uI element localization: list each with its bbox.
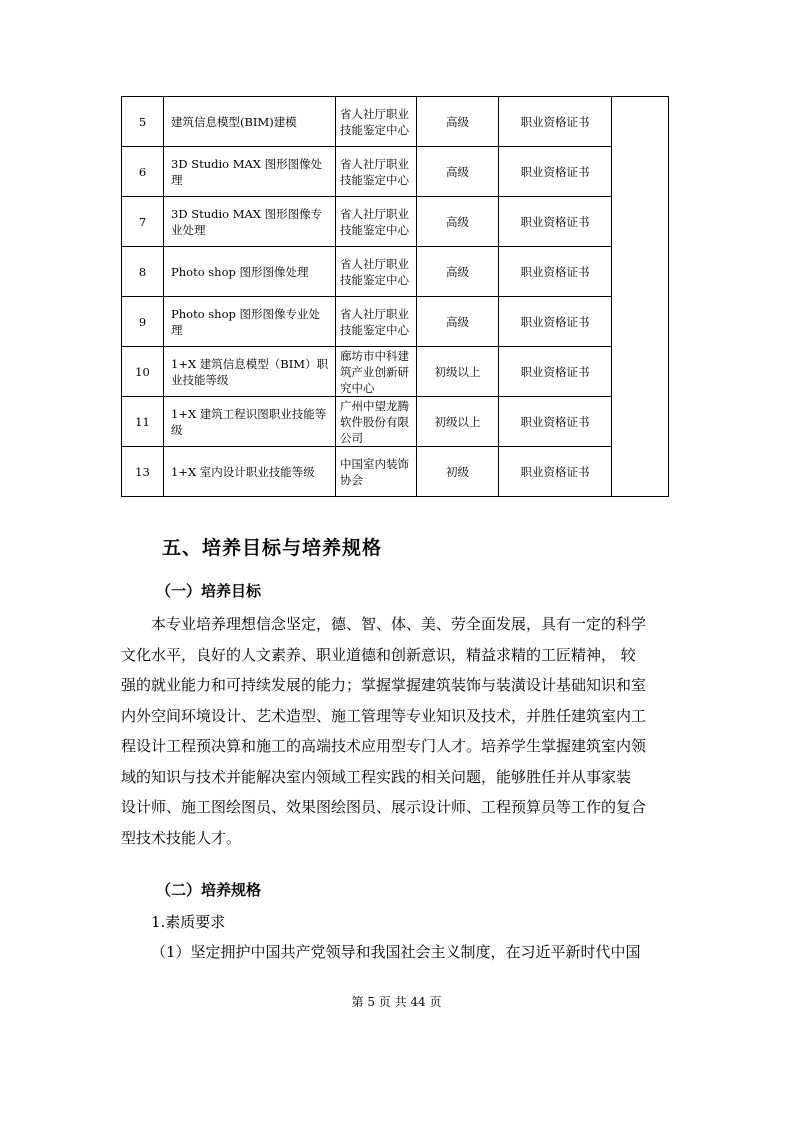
paragraph-line: 本专业培养理想信念坚定，德、智、体、美、劳全面发展，具有一定的科学 [151, 615, 647, 633]
issuing-organization: 中国室内装饰协会 [336, 447, 417, 497]
table-row [122, 447, 669, 497]
issuing-organization: 广州中望龙腾软件股份有限公司 [336, 397, 417, 447]
certificate-level: 高级 [417, 297, 499, 347]
table-row [122, 97, 669, 147]
item-heading: 1.素质要求 [151, 913, 226, 931]
paragraph-line: 强的就业能力和可持续发展的能力；掌握掌握建筑装饰与装潢设计基础知识和室 [121, 676, 647, 694]
certificate-name: 3D Studio MAX 图形图像专业处理 [164, 197, 336, 247]
certificate-type: 职业资格证书 [499, 347, 612, 397]
certificate-level: 初级以上 [417, 347, 499, 397]
certificate-level: 高级 [417, 197, 499, 247]
merged-blank-cell [612, 97, 669, 497]
certificate-type: 职业资格证书 [499, 147, 612, 197]
certificate-name: Photo shop 图形图像专业处理 [164, 297, 336, 347]
item-1-text [151, 937, 681, 968]
certificate-type: 职业资格证书 [499, 447, 612, 497]
certificate-name: 1+X 建筑信息模型（BIM）职业技能等级 [164, 347, 336, 397]
row-number: 13 [122, 447, 164, 497]
table-row [122, 297, 669, 347]
item-line: （1）坚定拥护中国共产党领导和我国社会主义制度，在习近平新时代中国 [151, 943, 641, 961]
certificate-type: 职业资格证书 [499, 247, 612, 297]
row-number: 9 [122, 297, 164, 347]
row-number: 5 [122, 97, 164, 147]
certificate-type: 职业资格证书 [499, 297, 612, 347]
paragraph-line: 设计师、施工图绘图员、效果图绘图员、展示设计师、工程预算员等工作的复合 [121, 798, 647, 816]
certificate-level: 初级以上 [417, 397, 499, 447]
issuing-organization: 廊坊市中科建筑产业创新研究中心 [336, 347, 417, 397]
paragraph-line: 文化水平，良好的人文素养、职业道德和创新意识，精益求精的工匠精神， 较 [121, 645, 636, 664]
certificate-name: 3D Studio MAX 图形图像处理 [164, 147, 336, 197]
certificate-type: 职业资格证书 [499, 197, 612, 247]
certificate-level: 高级 [417, 247, 499, 297]
certificate-table [121, 96, 669, 497]
certificate-name: 1+X 建筑工程识图职业技能等级 [164, 397, 336, 447]
issuing-organization: 省人社厅职业技能鉴定中心 [336, 147, 417, 197]
certificate-type: 职业资格证书 [499, 397, 612, 447]
paragraph-line: 域的知识与技术并能解决室内领域工程实践的相关问题，能够胜任并从事家装 [121, 767, 632, 786]
row-number: 7 [122, 197, 164, 247]
row-number: 6 [122, 147, 164, 197]
certificate-table-body [122, 97, 669, 497]
table-row [122, 147, 669, 197]
paragraph-line: 型技术技能人才。 [121, 828, 242, 847]
certificate-level: 高级 [417, 97, 499, 147]
issuing-organization: 省人社厅职业技能鉴定中心 [336, 247, 417, 297]
goals-paragraph [121, 609, 673, 853]
table-row [122, 397, 669, 447]
paragraph-line: 内外空间环境设计、艺术造型、施工管理等专业知识及技术，并胜任建筑室内工 [121, 706, 647, 725]
row-number: 8 [122, 247, 164, 297]
issuing-organization: 省人社厅职业技能鉴定中心 [336, 97, 417, 147]
certificate-name: 1+X 室内设计职业技能等级 [164, 447, 336, 497]
certificate-name: Photo shop 图形图像处理 [164, 247, 336, 297]
certificate-level: 高级 [417, 147, 499, 197]
table-row [122, 247, 669, 297]
subsection-heading-specs: （二）培养规格 [156, 881, 262, 899]
certificate-level: 初级 [417, 447, 499, 497]
row-number: 11 [122, 397, 164, 447]
table-row [122, 197, 669, 247]
section-heading: 五、培养目标与培养规格 [162, 537, 383, 559]
issuing-organization: 省人社厅职业技能鉴定中心 [336, 197, 417, 247]
item-quality-requirements [151, 907, 703, 938]
page-footer: 第 5 页 共 44 页 [351, 995, 442, 1009]
table-row [122, 347, 669, 397]
certificate-type: 职业资格证书 [499, 97, 612, 147]
certificate-name: 建筑信息模型(BIM)建模 [164, 97, 336, 147]
issuing-organization: 省人社厅职业技能鉴定中心 [336, 297, 417, 347]
row-number: 10 [122, 347, 164, 397]
paragraph-line: 程设计工程预决算和施工的高端技术应用型专门人才。培养学生掌握建筑室内领 [121, 737, 647, 755]
subsection-heading-goals: （一）培养目标 [156, 582, 262, 600]
